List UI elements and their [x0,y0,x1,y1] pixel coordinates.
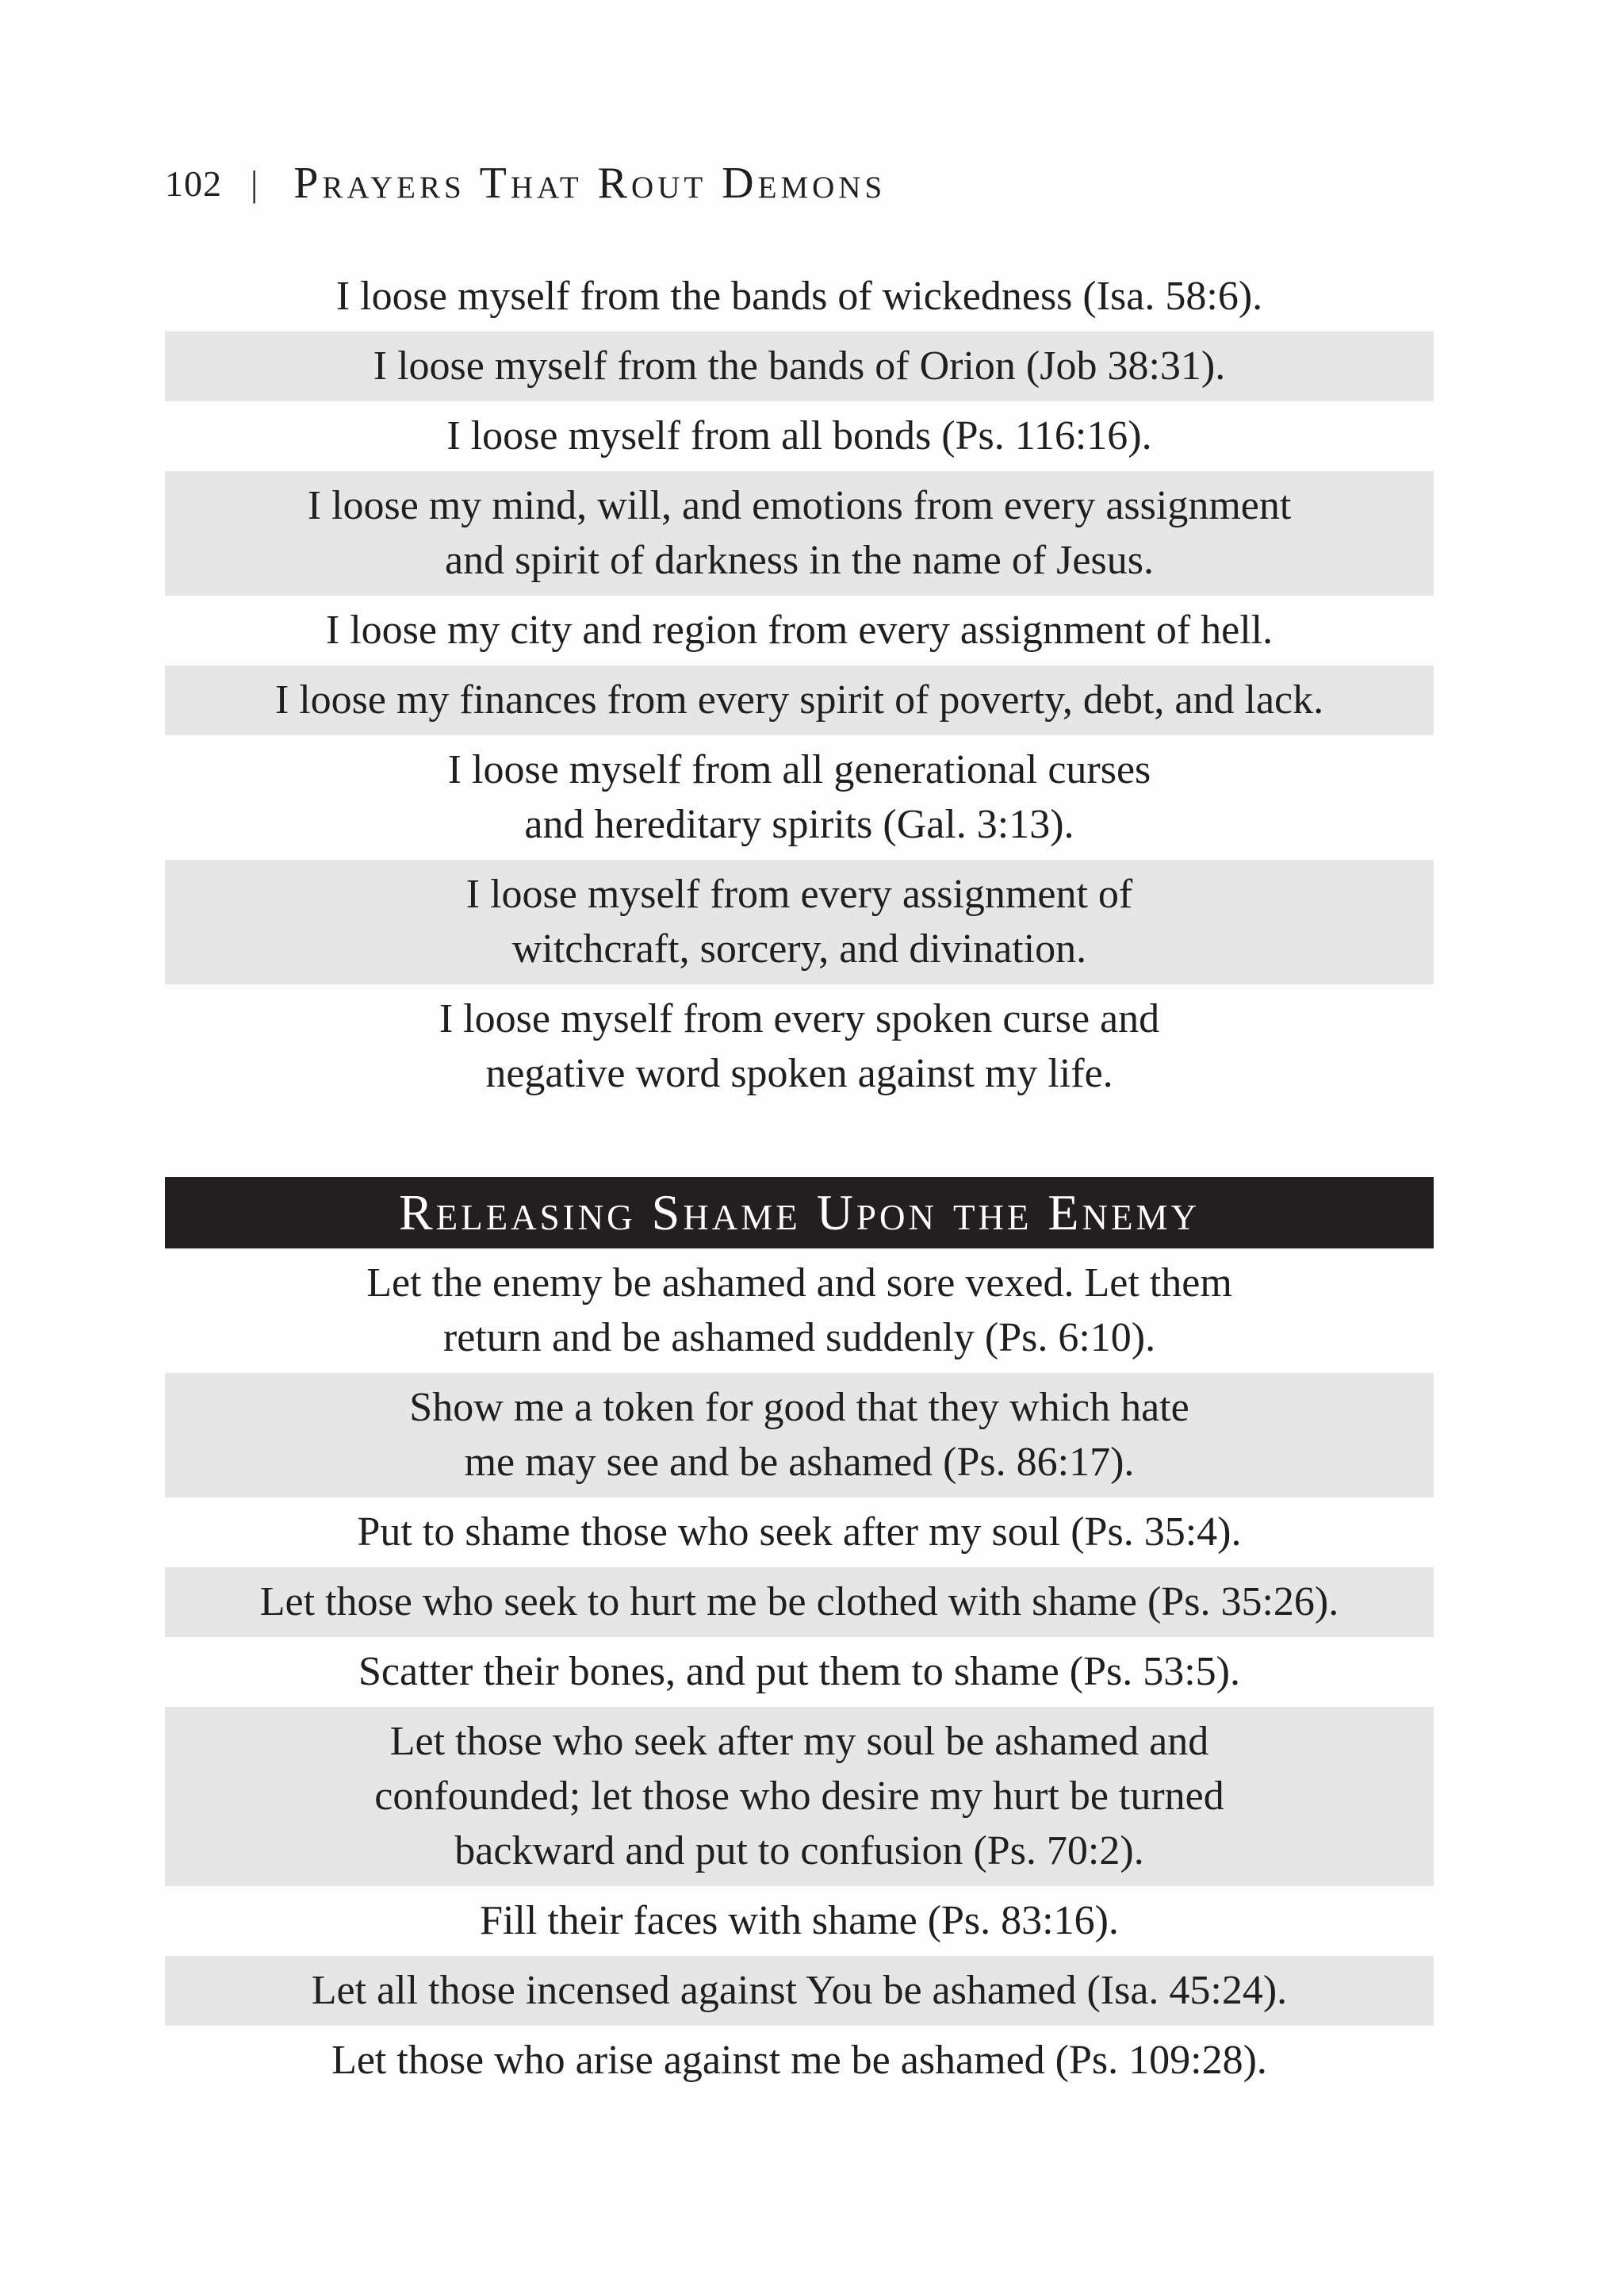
page-number: 102 [165,163,222,204]
prayer-row [165,401,1434,471]
prayer-line: I loose my mind, will, and emotions from every assignment [307,483,1292,528]
header-separator: | [251,163,259,204]
prayer-row [165,471,1434,596]
prayer-row [165,2026,1434,2096]
prayer-row [165,1497,1434,1567]
prayer-section-releasing-shame [165,1177,1434,2096]
prayer-line: I loose my city and region from every assignment of hell. [325,608,1274,653]
prayer-row [165,860,1434,984]
prayer-line: Let those who seek to hurt me be clothed with shame (Ps. 35:26). [259,1579,1339,1624]
prayer-line: Let all those incensed against You be ashamed (Isa. 45:24). [311,1968,1288,2013]
prayer-row [165,984,1434,1109]
prayer-line: I loose myself from the bands of Orion (Job 38:31). [373,343,1226,389]
prayer-line: Let those who arise against me be ashamed (Ps. 109:28). [331,2038,1267,2083]
prayer-row [165,665,1434,735]
prayer-row [165,1373,1434,1497]
prayer-row [165,1707,1434,1886]
prayer-line: I loose myself from the bands of wickedness (Isa. 58:6). [335,274,1263,319]
prayer-row [165,332,1434,401]
prayer-row [165,596,1434,665]
prayer-line: I loose myself from all bonds (Ps. 116:16). [446,413,1152,458]
prayer-line: Show me a token for good that they which hate [409,1385,1189,1430]
prayer-line: Fill their faces with shame (Ps. 83:16). [480,1898,1119,1943]
prayer-line: me may see and be ashamed (Ps. 86:17). [464,1440,1135,1485]
prayer-line: I loose myself from every spoken curse and [439,996,1160,1041]
prayer-line: Scatter their bones, and put them to shame (Ps. 53:5). [358,1649,1240,1694]
prayer-list-shame [165,1248,1434,2096]
running-header [165,155,886,211]
prayer-row [165,1956,1434,2026]
prayer-line: confounded; let those who desire my hurt be turned [374,1774,1224,1819]
prayer-row [165,1886,1434,1956]
prayer-line: Let the enemy be ashamed and sore vexed. Let them [366,1260,1232,1306]
prayer-list-loosing [165,262,1434,1109]
prayer-row [165,1248,1434,1373]
prayer-row [165,735,1434,860]
prayer-line: I loose my finances from every spirit of poverty, debt, and lack. [274,677,1324,723]
prayer-line: witchcraft, sorcery, and divination. [511,926,1087,972]
section-heading: Releasing Shame Upon the Enemy [165,1177,1434,1248]
prayer-line: and hereditary spirits (Gal. 3:13). [524,802,1074,847]
prayer-line: I loose myself from every assignment of [465,872,1133,917]
prayer-line: negative word spoken against my life. [485,1051,1113,1096]
prayer-line: backward and put to confusion (Ps. 70:2). [454,1828,1144,1873]
prayer-row [165,1637,1434,1707]
book-title: Prayers That Rout Demons [293,159,887,208]
prayer-line: Let those who seek after my soul be ashamed and [389,1719,1209,1764]
prayer-line: and spirit of darkness in the name of Jesus. [445,538,1154,583]
prayer-line: Put to shame those who seek after my soul (Ps. 35:4). [357,1509,1242,1555]
prayer-line: I loose myself from all generational curses [447,747,1151,792]
prayer-line: return and be ashamed suddenly (Ps. 6:10). [442,1315,1156,1360]
prayer-row [165,262,1434,332]
prayer-row [165,1567,1434,1637]
